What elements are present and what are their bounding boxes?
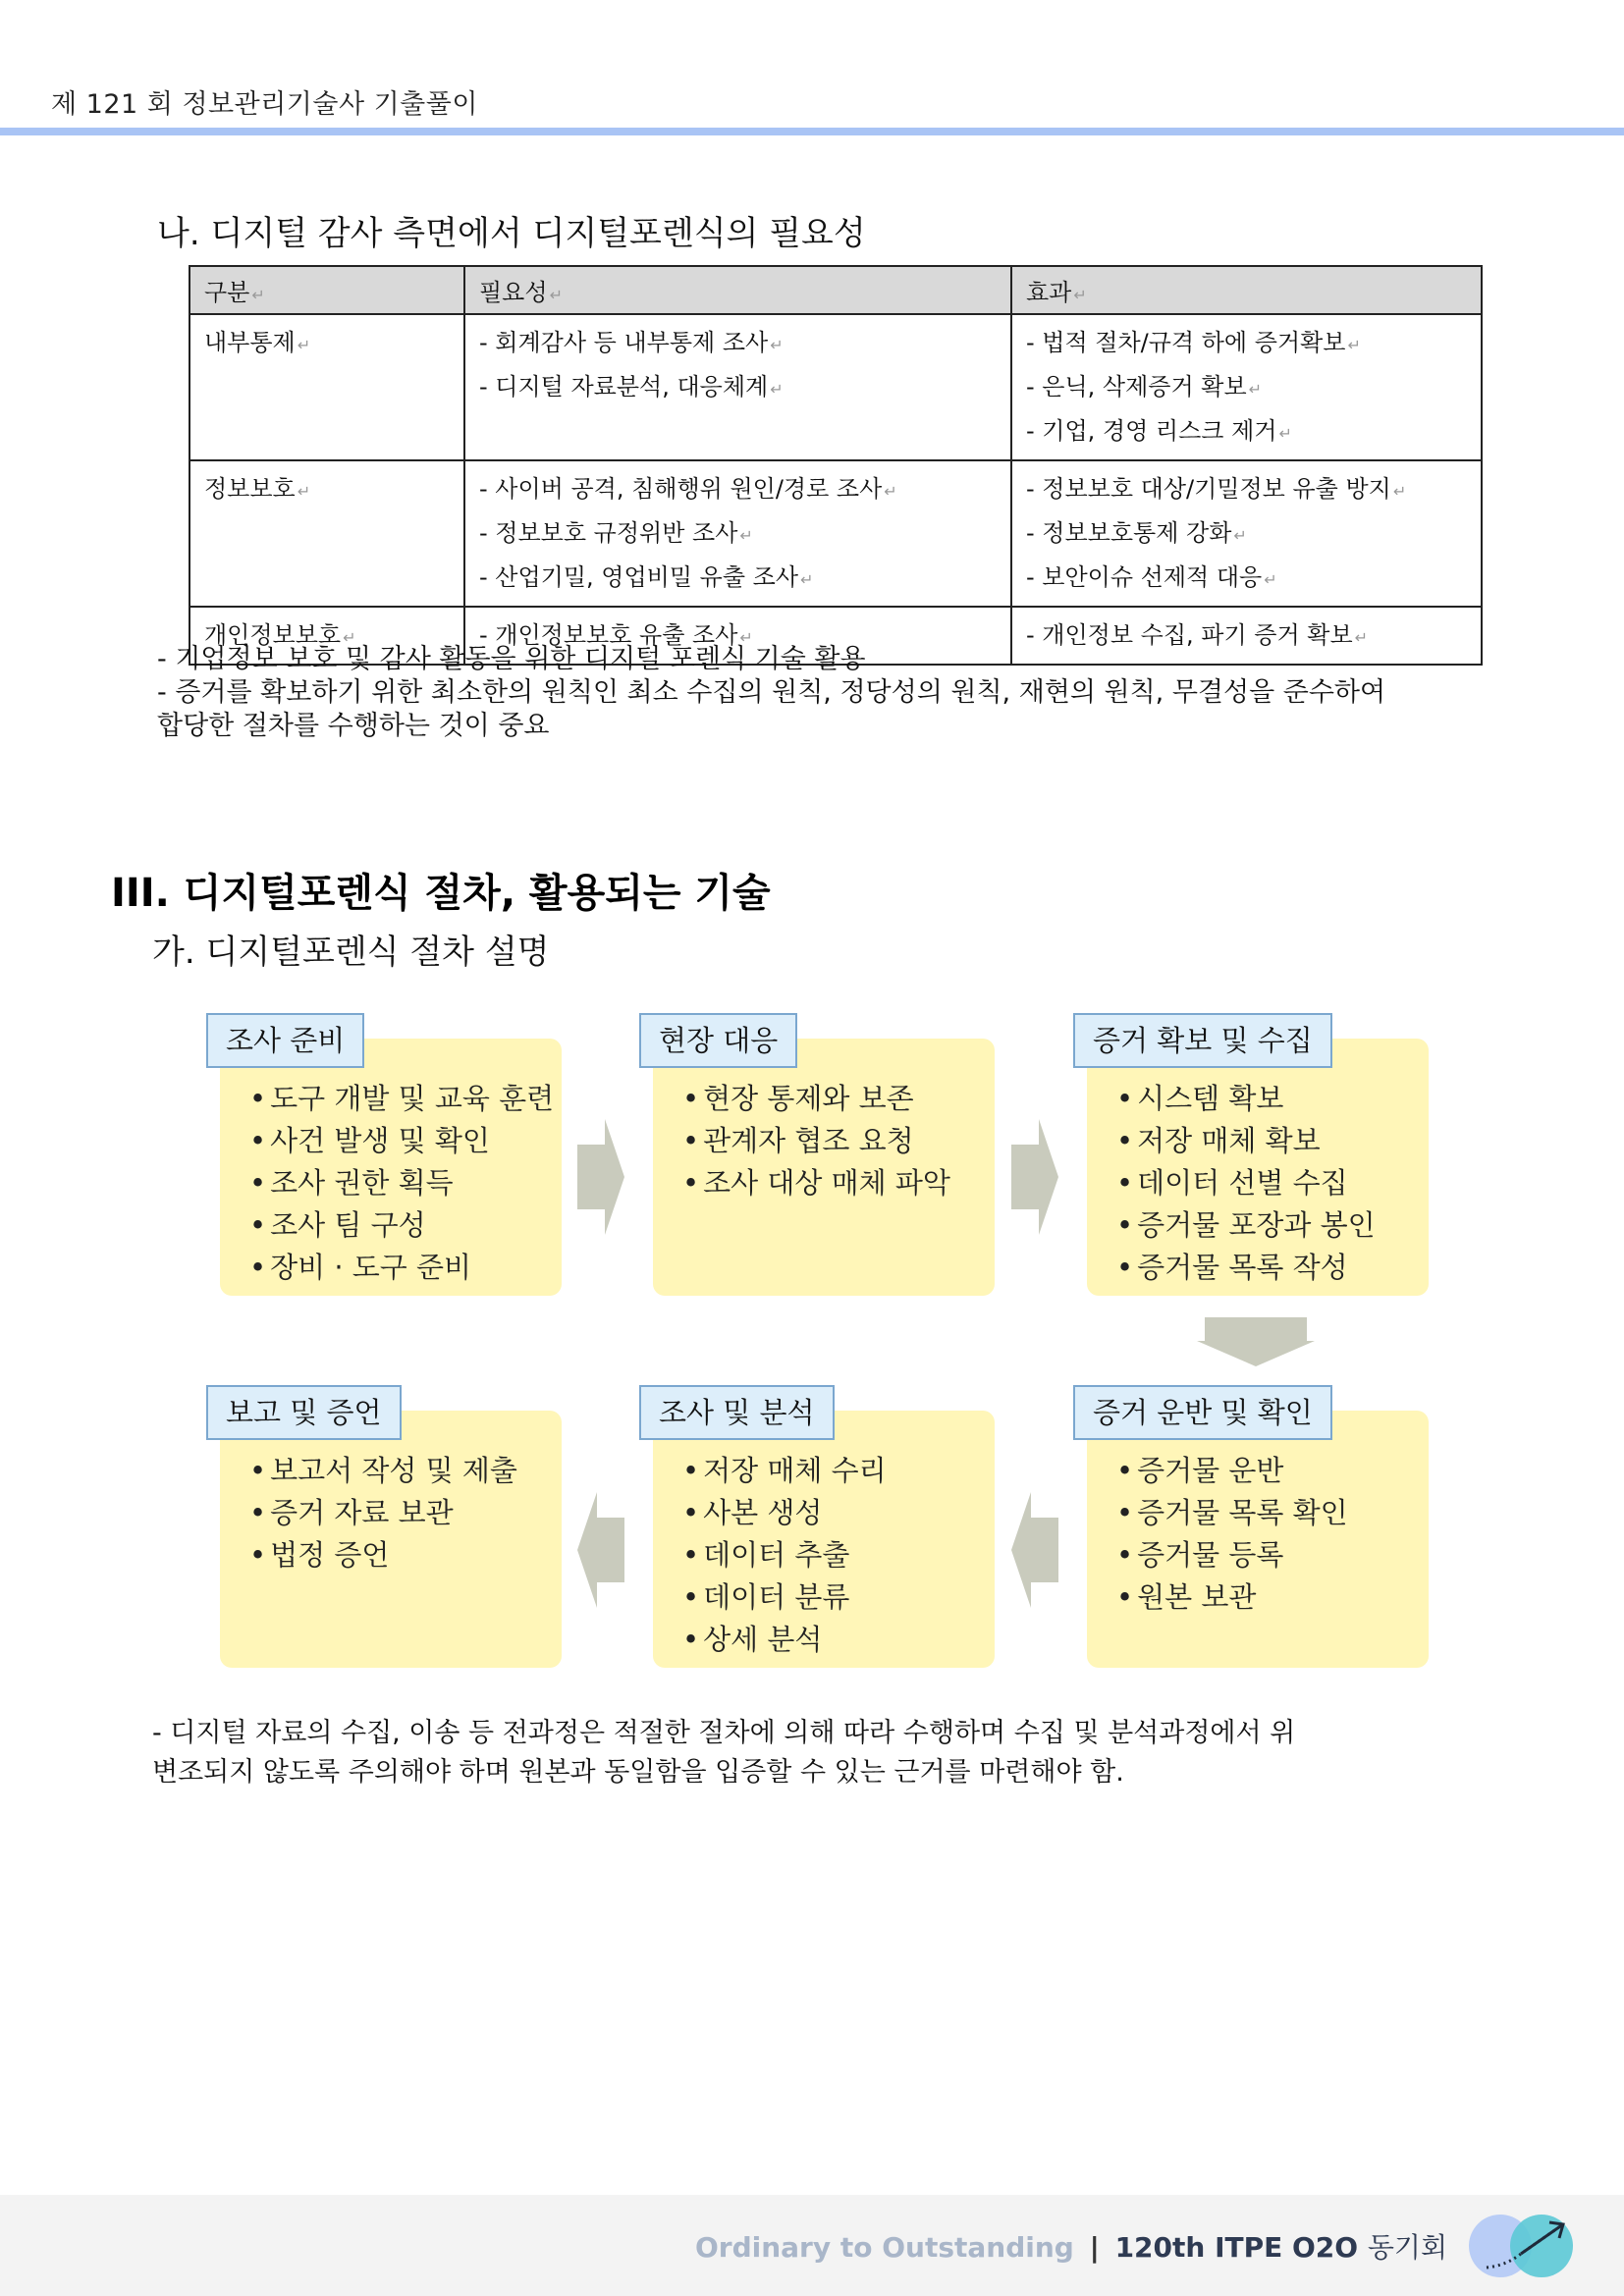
step-card-evidence-transport [1087,1411,1429,1668]
category-cell: 정보보호 ↵ [189,460,464,607]
footer-brand: 120th ITPE O2O [1114,2231,1359,2264]
step-item: • 조사 권한 획득 [249,1162,554,1204]
step-item: • 증거물 목록 작성 [1116,1247,1376,1289]
step-label: 증거 운반 및 확인 [1073,1385,1332,1440]
step-label: 보고 및 증언 [206,1385,402,1440]
step-item: • 도구 개발 및 교육 훈련 [249,1078,554,1120]
category-cell: 개인정보보호 ↵ [189,607,464,665]
table-header-cell: 필요성 ↵ [464,266,1011,314]
needs-cell: - 사이버 공격, 침해행위 원인/경로 조사 ↵ - 정보보호 규정위반 조사 ↵ - 산업기밀, 영업비밀 유출 조사 ↵ [464,460,1011,607]
step-item: • 사건 발생 및 확인 [249,1120,554,1162]
effects-cell: - 개인정보 수집, 파기 증거 확보 ↵ [1011,607,1482,665]
step-item: • 조사 팀 구성 [249,1204,554,1247]
step-item: • 저장 매체 수리 [682,1450,887,1492]
step-item: • 데이터 추출 [682,1534,887,1576]
step-item: • 관계자 협조 요청 [682,1120,950,1162]
arrow-left-icon [1011,1492,1058,1608]
table-header-cell: 구분 ↵ [189,266,464,314]
section-b-title: 나. 디지털 감사 측면에서 디지털포렌식의 필요성 [157,214,866,253]
necessity-table [189,265,1481,666]
note-line: - 기업정보 보호 및 감사 활동을 위한 디지털 포렌식 기술 활용 [157,644,866,674]
step-item: • 증거물 운반 [1116,1450,1348,1492]
arrow-left-icon [577,1492,624,1608]
step-label: 조사 준비 [206,1013,364,1068]
needs-cell: - 회계감사 등 내부통제 조사 ↵ - 디지털 자료분석, 대응체계 ↵ [464,314,1011,460]
step-item: • 증거물 목록 확인 [1116,1492,1348,1534]
step-item: • 증거물 등록 [1116,1534,1348,1576]
arrow-right-icon [1011,1119,1058,1235]
section-3-heading: III. 디지털포렌식 절차, 활용되는 기술 [111,871,771,916]
needs-cell: - 개인정보보호 유출 조사 ↵ [464,607,1011,665]
step-item: • 현장 통제와 보존 [682,1078,950,1120]
step-item: • 사본 생성 [682,1492,887,1534]
step-item: • 장비 · 도구 준비 [249,1247,554,1289]
table-row [189,314,1482,460]
step-item: • 보고서 작성 및 제출 [249,1450,517,1492]
header-divider [0,128,1624,135]
step-item: • 데이터 분류 [682,1576,887,1619]
footer-separator: | [1089,2231,1100,2264]
step-item: • 법정 증언 [249,1534,517,1576]
step-label: 증거 확보 및 수집 [1073,1013,1332,1068]
category-cell: 내부통제 ↵ [189,314,464,460]
arrow-right-icon [577,1119,624,1235]
note-line: - 증거를 확보하기 위한 최소한의 원칙인 최소 수집의 원칙, 정당성의 원칙, 재현의 원칙, 무결성을 준수하여 [157,677,1386,708]
step-card-analysis [653,1411,995,1668]
step-item: • 상세 분석 [682,1619,887,1661]
note-line: - 디지털 자료의 수집, 이송 등 전과정은 적절한 절차에 의해 따라 수행하며 수집 및 분석과정에서 위 [152,1718,1296,1748]
table-row [189,460,1482,607]
step-item: • 조사 대상 매체 파악 [682,1162,950,1204]
effects-cell: - 정보보호 대상/기밀정보 유출 방지 ↵ - 정보보호통제 강화 ↵ - 보안이슈 선제적 대응 ↵ [1011,460,1482,607]
step-card-evidence-collection [1087,1039,1429,1296]
footer-slogan: Ordinary to Outstanding [694,2231,1074,2264]
step-label: 현장 대응 [639,1013,797,1068]
table-header-row [189,266,1482,314]
step-card-field-response [653,1039,995,1296]
page-footer [0,2195,1624,2296]
step-item: • 원본 보관 [1116,1576,1348,1619]
step-label: 조사 및 분석 [639,1385,835,1440]
step-card-report-testimony [220,1411,562,1668]
step-card-investigation-prep [220,1039,562,1296]
arrow-down-icon [1197,1317,1315,1366]
step-item: • 시스템 확보 [1116,1078,1376,1120]
step-item: • 증거물 포장과 봉인 [1116,1204,1376,1247]
section-3-notes [152,1714,1488,1792]
page-header-title: 제 121 회 정보관리기술사 기출풀이 [51,89,478,120]
o2o-logo-icon [1467,2209,1575,2281]
table-header-cell: 효과 ↵ [1011,266,1482,314]
step-item: • 데이터 선별 수집 [1116,1162,1376,1204]
footer-text [695,2226,1447,2266]
footer-brand-korean: 동기회 [1367,2231,1447,2264]
section-3-subtitle: 가. 디지털포렌식 절차 설명 [152,933,550,972]
step-item: • 증거 자료 보관 [249,1492,517,1534]
effects-cell: - 법적 절차/규격 하에 증거확보 ↵ - 은닉, 삭제증거 확보 ↵ - 기업, 경영 리스크 제거 ↵ [1011,314,1482,460]
section-b-notes [157,643,1492,743]
note-line: 변조되지 않도록 주의해야 하며 원본과 동일함을 입증할 수 있는 근거를 마련해야 함. [152,1757,1124,1788]
step-item: • 저장 매체 확보 [1116,1120,1376,1162]
note-line: 합당한 절차를 수행하는 것이 중요 [157,711,550,741]
